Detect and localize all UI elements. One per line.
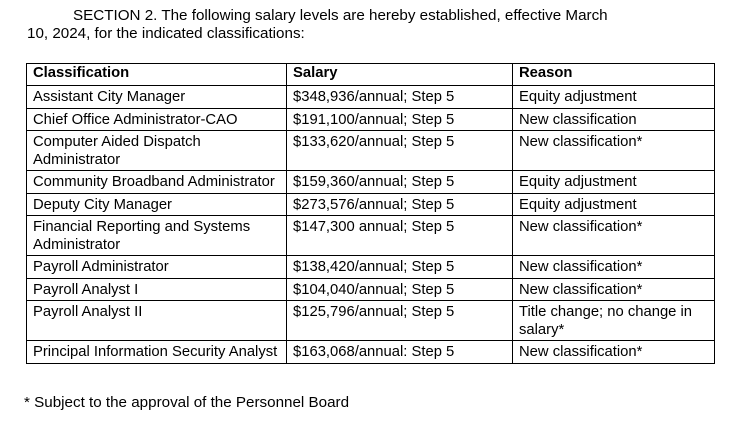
table-row <box>27 193 715 216</box>
intro-line-1: SECTION 2. The following salary levels are hereby established, effective March <box>73 7 608 24</box>
footnote: * Subject to the approval of the Personnel Board <box>24 394 350 411</box>
cell-salary: $125,796/annual; Step 5 <box>287 301 513 341</box>
cell-reason: Equity adjustment <box>513 86 715 109</box>
cell-salary: $273,576/annual; Step 5 <box>287 193 513 216</box>
cell-salary: $191,100/annual; Step 5 <box>287 108 513 131</box>
cell-salary: $163,068/annual: Step 5 <box>287 341 513 364</box>
cell-classification: Payroll Analyst I <box>27 278 287 301</box>
cell-reason: New classification <box>513 108 715 131</box>
intro-line-2: 10, 2024, for the indicated classifications: <box>27 25 305 42</box>
cell-classification: Financial Reporting and Systems Administrator <box>27 216 287 256</box>
table-row <box>27 131 715 171</box>
cell-salary: $133,620/annual; Step 5 <box>287 131 513 171</box>
table-row <box>27 108 715 131</box>
cell-salary: $159,360/annual; Step 5 <box>287 171 513 194</box>
cell-reason: New classification* <box>513 278 715 301</box>
cell-classification: Payroll Analyst II <box>27 301 287 341</box>
cell-reason: Title change; no change in salary* <box>513 301 715 341</box>
cell-classification: Chief Office Administrator-CAO <box>27 108 287 131</box>
table-row <box>27 341 715 364</box>
cell-classification: Principal Information Security Analyst <box>27 341 287 364</box>
cell-classification: Payroll Administrator <box>27 256 287 279</box>
cell-reason: Equity adjustment <box>513 171 715 194</box>
cell-classification: Deputy City Manager <box>27 193 287 216</box>
header-salary: Salary <box>287 64 513 86</box>
cell-reason: New classification* <box>513 341 715 364</box>
cell-salary: $147,300 annual; Step 5 <box>287 216 513 256</box>
cell-classification: Community Broadband Administrator <box>27 171 287 194</box>
table-row <box>27 171 715 194</box>
cell-reason: New classification* <box>513 256 715 279</box>
cell-reason: New classification* <box>513 131 715 171</box>
cell-classification: Assistant City Manager <box>27 86 287 109</box>
table-row <box>27 216 715 256</box>
cell-salary: $348,936/annual; Step 5 <box>287 86 513 109</box>
cell-reason: Equity adjustment <box>513 193 715 216</box>
table-row <box>27 86 715 109</box>
header-reason: Reason <box>513 64 715 86</box>
table-row <box>27 301 715 341</box>
cell-classification: Computer Aided Dispatch Administrator <box>27 131 287 171</box>
header-classification: Classification <box>27 64 287 86</box>
cell-salary: $138,420/annual; Step 5 <box>287 256 513 279</box>
table-row <box>27 278 715 301</box>
cell-reason: New classification* <box>513 216 715 256</box>
table-row <box>27 256 715 279</box>
section-intro <box>27 7 707 43</box>
cell-salary: $104,040/annual; Step 5 <box>287 278 513 301</box>
table-header-row <box>27 64 715 86</box>
salary-table <box>26 63 715 364</box>
